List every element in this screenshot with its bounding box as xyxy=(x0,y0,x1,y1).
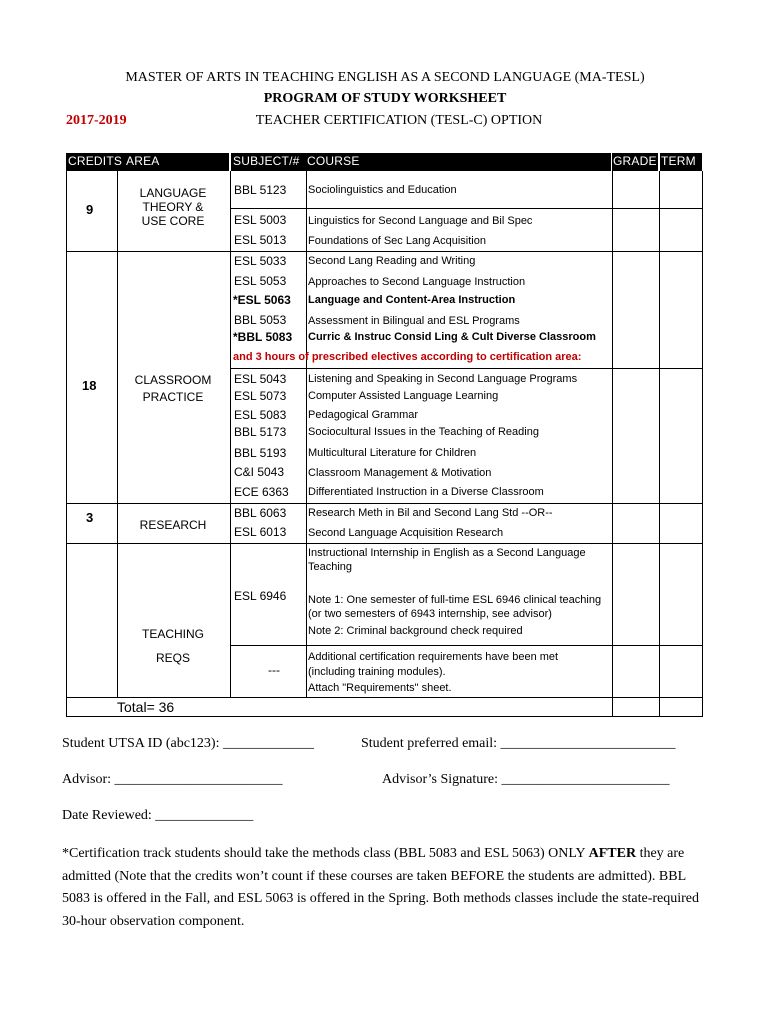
area-core-line: LANGUAGE xyxy=(139,186,207,200)
divider-grade xyxy=(659,171,660,717)
credits-core: 9 xyxy=(86,202,94,217)
row-line xyxy=(230,645,702,646)
credits-practice: 18 xyxy=(82,378,97,393)
row-line xyxy=(66,697,702,698)
border-right xyxy=(702,171,703,717)
subject-code: *ESL 5063 xyxy=(233,293,291,307)
area-teaching-line: TEACHING xyxy=(141,627,204,641)
divider-subject xyxy=(306,171,307,697)
course-title: Foundations of Sec Lang Acquisition xyxy=(308,235,486,247)
additional-req-cont: (including training modules). xyxy=(308,666,446,678)
subject-code: C&I 5043 xyxy=(234,465,285,479)
header-bar-mid xyxy=(231,153,611,171)
subject-code: ESL 5083 xyxy=(234,408,287,422)
subject-code: BBL 5193 xyxy=(234,446,287,460)
course-title: Sociocultural Issues in the Teaching of Reading xyxy=(308,426,539,438)
subject-code: ECE 6363 xyxy=(234,485,289,499)
course-title: Listening and Speaking in Second Language Programs xyxy=(308,373,578,385)
col-course: COURSE xyxy=(307,154,360,168)
subject-code: *BBL 5083 xyxy=(233,330,293,344)
date-reviewed-field[interactable]: Date Reviewed: ______________ xyxy=(62,808,254,823)
col-subject: SUBJECT/# xyxy=(233,154,300,168)
subject-code: BBL 6063 xyxy=(234,506,287,520)
divider-credits xyxy=(117,171,118,697)
area-practice-line: CLASSROOM xyxy=(134,373,212,387)
area-core-line: USE CORE xyxy=(141,214,205,228)
subject-code: ESL 5053 xyxy=(234,274,287,288)
internship-title: Instructional Internship in English as a Second Language xyxy=(308,547,586,559)
course-title: Second Language Acquisition Research xyxy=(308,527,504,539)
divider-area xyxy=(230,171,231,697)
area-practice xyxy=(128,372,218,406)
area-core xyxy=(128,186,218,228)
header-bar-left xyxy=(66,153,229,171)
border-bottom xyxy=(66,716,703,717)
subject-code: BBL 5123 xyxy=(234,183,287,197)
additional-req: Additional certification requirements have been met xyxy=(308,651,559,663)
row-line xyxy=(230,543,702,544)
section-line-2 xyxy=(66,503,230,504)
col-credits: CREDITS xyxy=(68,154,123,168)
subject-code: ESL 5073 xyxy=(234,389,287,403)
internship-note-2: Note 2: Criminal background check required xyxy=(308,625,523,637)
subject-code: --- xyxy=(268,663,280,677)
col-term: TERM xyxy=(661,154,696,168)
divider-course xyxy=(612,171,613,717)
subject-code: ESL 5013 xyxy=(234,233,287,247)
area-research xyxy=(128,518,218,532)
internship-note-1: Note 1: One semester of full-time ESL 6946 clinical teaching xyxy=(308,594,602,606)
area-teaching xyxy=(128,622,218,670)
subject-code: ESL 6946 xyxy=(234,589,287,603)
internship-note-1-cont: (or two semesters of 6943 internship, see advisor) xyxy=(308,608,552,620)
course-title: Classroom Management & Motivation xyxy=(308,467,492,479)
course-title: Pedagogical Grammar xyxy=(308,409,419,421)
header-bar-term xyxy=(660,153,702,171)
col-grade: GRADE xyxy=(613,154,657,168)
course-title: Differentiated Instruction in a Diverse Classroom xyxy=(308,486,544,498)
course-title: Second Lang Reading and Writing xyxy=(308,255,476,267)
border-left xyxy=(66,171,67,717)
header-bar-grade xyxy=(612,153,658,171)
course-title: Assessment in Bilingual and ESL Programs xyxy=(308,315,520,327)
course-title: Research Meth in Bil and Second Lang Std --OR-- xyxy=(308,507,553,519)
section-line-1 xyxy=(66,251,230,252)
student-id-field[interactable]: Student UTSA ID (abc123): _____________ xyxy=(62,736,314,751)
course-title: Sociolinguistics and Education xyxy=(308,184,457,196)
document-title: MASTER OF ARTS IN TEACHING ENGLISH AS A SECOND LANGUAGE (MA-TESL) xyxy=(125,70,645,85)
total-credits: Total= 36 xyxy=(117,699,175,715)
area-core-line: THEORY & xyxy=(142,200,204,214)
area-practice-line: PRACTICE xyxy=(142,390,204,404)
program-option: TEACHER CERTIFICATION (TESL-C) OPTION xyxy=(255,113,543,128)
course-title: Language and Content-Area Instruction xyxy=(308,294,516,306)
area-teaching-line: REQS xyxy=(155,651,190,665)
advisor-signature-field[interactable]: Advisor’s Signature: ________________________ xyxy=(382,772,670,787)
subject-code: BBL 5173 xyxy=(234,425,287,439)
col-area: AREA xyxy=(126,154,160,168)
subject-code: ESL 5003 xyxy=(234,213,287,227)
internship-title-cont: Teaching xyxy=(308,561,353,573)
additional-req-attach: Attach "Requirements" sheet. xyxy=(308,682,452,694)
course-title: Curric & Instruc Consid Ling & Cult Diverse Classroom xyxy=(308,331,596,343)
advisor-field[interactable]: Advisor: ________________________ xyxy=(62,772,283,787)
program-years: 2017-2019 xyxy=(66,113,127,128)
area-research-line: RESEARCH xyxy=(139,518,207,532)
credits-research: 3 xyxy=(86,510,94,525)
row-line xyxy=(230,503,702,504)
course-title: Linguistics for Second Language and Bil Spec xyxy=(308,215,533,227)
subject-code: ESL 5033 xyxy=(234,254,287,268)
course-title: Approaches to Second Language Instruction xyxy=(308,276,526,288)
footnote-text-cont: they are admitted (Note that the credits won’t count if these courses are taken BEFORE the students are admitted). BBL 5083 is offered in the Fall, and ESL 5063 is offered in the Spring. Both methods classes include the state-required 30-hour observation component. xyxy=(62,846,699,929)
electives-note: and 3 hours of prescribed electives according to certification area: xyxy=(233,351,582,363)
student-email-field[interactable]: Student preferred email: _________________________ xyxy=(361,736,676,751)
row-line xyxy=(230,368,702,369)
course-title: Computer Assisted Language Learning xyxy=(308,390,499,402)
footnote-text: *Certification track students should take the methods class (BBL 5083 and ESL 5063) ONLY xyxy=(62,846,589,861)
certification-footnote xyxy=(62,843,702,933)
course-title: Multicultural Literature for Children xyxy=(308,447,477,459)
subject-code: BBL 5053 xyxy=(234,313,287,327)
document-subtitle: PROGRAM OF STUDY WORKSHEET xyxy=(263,91,507,106)
row-line xyxy=(230,208,702,209)
footnote-emphasis: AFTER xyxy=(588,846,637,861)
subject-code: ESL 5043 xyxy=(234,372,287,386)
subject-code: ESL 6013 xyxy=(234,525,287,539)
section-line-3 xyxy=(66,543,230,544)
row-line xyxy=(230,251,702,252)
